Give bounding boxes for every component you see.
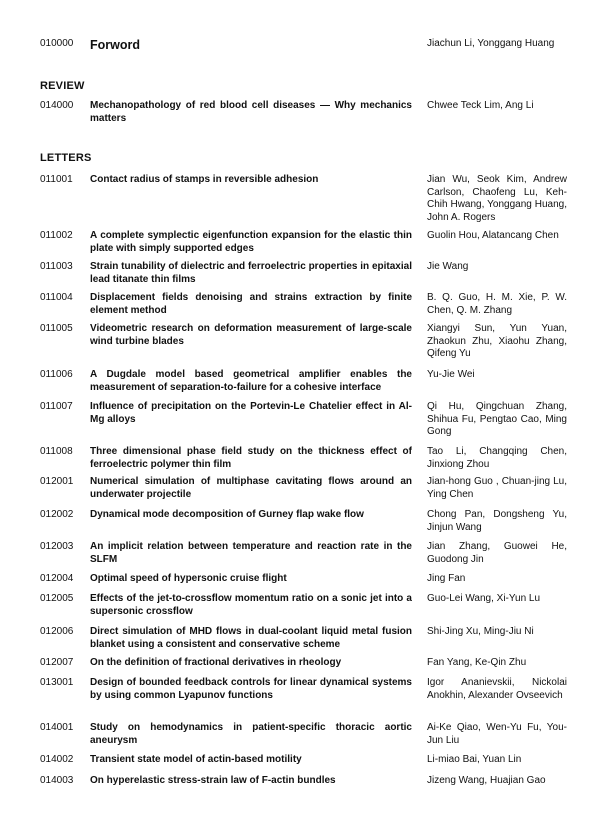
article-authors: Xiangyi Sun, Yun Yuan, Zhaokun Zhu, Xiaohu Zhang, Qifeng Yu	[427, 323, 567, 359]
article-title: On the definition of fractional derivatives in rheology	[90, 657, 342, 668]
article-authors: Li-miao Bai, Yuan Lin	[427, 754, 522, 765]
article-code: 014000	[40, 100, 74, 111]
article-code: 011005	[40, 323, 73, 334]
article-code: 011004	[40, 292, 73, 303]
article-title: Direct simulation of MHD flows in dual-coolant liquid metal fusion blanket using a consistent and conservative scheme	[90, 626, 412, 650]
article-authors: Jian Zhang, Guowei He, Guodong Jin	[427, 541, 567, 565]
article-title: Videometric research on deformation measurement of large-scale wind turbine blades	[90, 323, 412, 347]
article-title: Strain tunability of dielectric and ferroelectric properties in epitaxial lead titanate thin films	[90, 261, 412, 285]
article-authors: Yu-Jie Wei	[427, 369, 475, 380]
article-authors: Jing Fan	[427, 573, 466, 584]
article-code: 012003	[40, 541, 74, 552]
article-code: 012007	[40, 657, 74, 668]
article-code: 011003	[40, 261, 73, 272]
article-code: 014003	[40, 775, 74, 786]
article-code: 014001	[40, 722, 74, 733]
article-title: Influence of precipitation on the Portevin-Le Chatelier effect in Al-Mg alloys	[90, 401, 412, 425]
article-title: Three dimensional phase field study on the thickness effect of ferroelectric polymer thin film	[90, 446, 412, 470]
article-title: A complete symplectic eigenfunction expansion for the elastic thin plate with simply supported edges	[90, 230, 412, 254]
article-code: 011001	[40, 174, 73, 185]
article-title: An implicit relation between temperature and reaction rate in the SLFM	[90, 541, 412, 565]
article-title: A Dugdale model based geometrical amplifier enables the measurement of separation-to-failure for a cohesive interface	[90, 369, 412, 393]
article-title: Forword	[90, 38, 140, 52]
article-authors: Chwee Teck Lim, Ang Li	[427, 100, 534, 111]
section-heading-review: REVIEW	[40, 80, 85, 92]
article-title: Contact radius of stamps in reversible adhesion	[90, 174, 319, 185]
article-authors: Jizeng Wang, Huajian Gao	[427, 775, 546, 786]
article-code: 012005	[40, 593, 74, 604]
article-code: 012006	[40, 626, 74, 637]
article-code: 012001	[40, 476, 74, 487]
article-code: 010000	[40, 38, 74, 49]
article-title: Transient state model of actin-based motility	[90, 754, 302, 765]
article-authors: Jiachun Li, Yonggang Huang	[427, 38, 555, 49]
article-code: 011002	[40, 230, 73, 241]
article-authors: Jian-hong Guo , Chuan-jing Lu, Ying Chen	[427, 476, 567, 500]
article-code: 011007	[40, 401, 73, 412]
article-authors: Guo-Lei Wang, Xi-Yun Lu	[427, 593, 541, 604]
article-authors: Igor Ananievskii, Nickolai Anokhin, Alexander Ovseevich	[427, 677, 567, 701]
article-code: 013001	[40, 677, 74, 688]
article-authors: B. Q. Guo, H. M. Xie, P. W. Chen, Q. M. Zhang	[427, 292, 567, 316]
article-title: Design of bounded feedback controls for linear dynamical systems by using common Lyapunov functions	[90, 677, 412, 701]
article-authors: Shi-Jing Xu, Ming-Jiu Ni	[427, 626, 534, 637]
article-code: 012004	[40, 573, 74, 584]
article-authors: Tao Li, Changqing Chen, Jinxiong Zhou	[427, 446, 567, 470]
article-title: Mechanopathology of red blood cell diseases — Why mechanics matters	[90, 100, 412, 124]
article-authors: Chong Pan, Dongsheng Yu, Jinjun Wang	[427, 509, 567, 533]
article-title: Optimal speed of hypersonic cruise flight	[90, 573, 287, 584]
article-title: Effects of the jet-to-crossflow momentum ratio on a sonic jet into a supersonic crossflow	[90, 593, 412, 617]
article-title: Dynamical mode decomposition of Gurney flap wake flow	[90, 509, 364, 520]
article-code: 011008	[40, 446, 73, 457]
article-authors: Jian Wu, Seok Kim, Andrew Carlson, Chaofeng Lu, Keh-Chih Hwang, Yonggang Huang, John A. Rogers	[427, 174, 567, 223]
article-title: Numerical simulation of multiphase cavitating flows around an underwater projectile	[90, 476, 412, 500]
article-code: 012002	[40, 509, 74, 520]
article-code: 014002	[40, 754, 74, 765]
article-authors: Fan Yang, Ke-Qin Zhu	[427, 657, 527, 668]
article-code: 011006	[40, 369, 73, 380]
article-authors: Jie Wang	[427, 261, 469, 272]
article-authors: Guolin Hou, Alatancang Chen	[427, 230, 559, 241]
section-heading-letters: LETTERS	[40, 152, 92, 164]
article-authors: Qi Hu, Qingchuan Zhang, Shihua Fu, Pengtao Cao, Ming Gong	[427, 401, 567, 437]
article-title: On hyperelastic stress-strain law of F-actin bundles	[90, 775, 336, 786]
article-authors: Ai-Ke Qiao, Wen-Yu Fu, You-Jun Liu	[427, 722, 567, 746]
article-title: Study on hemodynamics in patient-specific thoracic aortic aneurysm	[90, 722, 412, 746]
article-title: Displacement fields denoising and strains extraction by finite element method	[90, 292, 412, 316]
